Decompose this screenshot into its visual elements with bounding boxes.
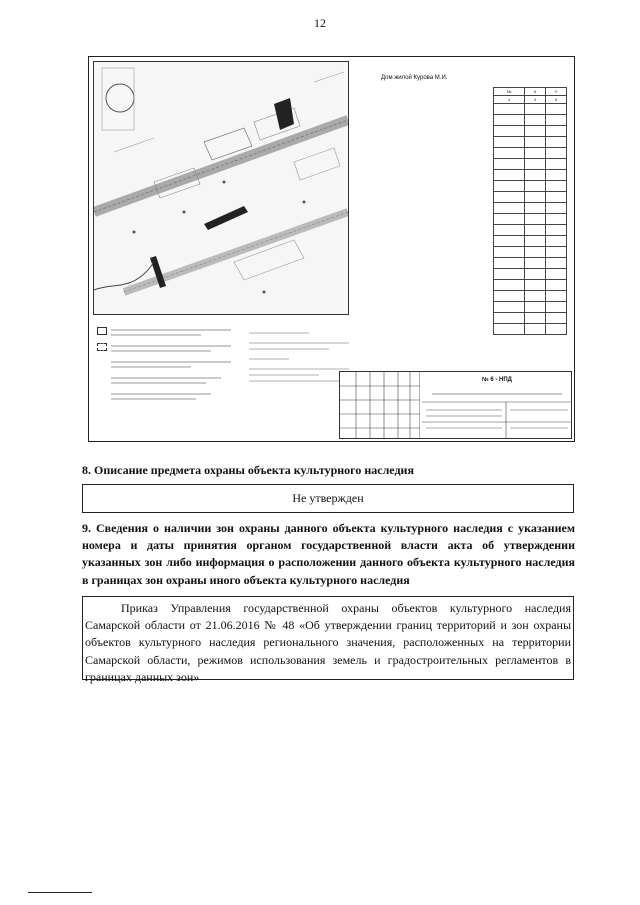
coord-subheader-1: 1: [494, 96, 525, 104]
table-row: [494, 170, 567, 181]
map-legend: [97, 327, 247, 407]
table-row: [494, 192, 567, 203]
legend-text-lines: [111, 327, 241, 339]
legend-text-lines: [111, 375, 241, 387]
table-row: [494, 115, 567, 126]
title-block-grid: [340, 372, 420, 438]
table-row: [494, 137, 567, 148]
section-8-heading: 8. Описание предмета охраны объекта культурного наследия: [82, 463, 414, 477]
table-row: [494, 247, 567, 258]
table-row: [494, 159, 567, 170]
title-block-code: № 6 - НПД: [482, 377, 512, 383]
coordinates-table: [493, 87, 567, 335]
legend-item: [97, 391, 247, 403]
legend-text-lines: [111, 391, 241, 403]
table-row: [494, 269, 567, 280]
legend-swatch: [97, 391, 107, 399]
table-row: [494, 225, 567, 236]
legend-text-lines: [111, 343, 241, 355]
map-object-title: Дом жилой Курова М.И.: [381, 75, 448, 81]
legend-item: [97, 327, 247, 339]
table-row: [494, 181, 567, 192]
legend-swatch: [97, 375, 107, 383]
table-row: [494, 280, 567, 291]
table-row: [494, 258, 567, 269]
coord-subheader-2: 2: [525, 96, 546, 104]
coord-header-y: Y: [546, 88, 567, 96]
table-row: [494, 236, 567, 247]
site-map: [93, 61, 349, 315]
legend-swatch: [97, 343, 107, 351]
table-row: [494, 203, 567, 214]
legend-item: [97, 359, 247, 371]
table-row: [494, 302, 567, 313]
title-block-stamp: [339, 371, 572, 439]
section-8-value: Не утвержден: [292, 491, 364, 505]
legend-item: [97, 343, 247, 355]
table-row: [494, 214, 567, 225]
legend-swatch: [97, 359, 107, 367]
site-plan-drawing: [94, 62, 348, 314]
section-9-heading: 9. Сведения о наличии зон охраны данного объекта культурного наследия с указанием номера и даты принятия органом государственной власти акта об утверждении указанных зон либо информация о расположении данного объекта культурного наследия в границах зон охраны иного объекта культурного наследия: [82, 521, 575, 587]
section-9-value: Приказ Управления государственной охраны объектов культурного наследия Самарской области от 21.06.2016 № 48 «Об утверждении границ территорий и зон охраны объектов культурного наследия регионального значения, расположенных на территории Самарской области, режимов использования земель и градостроительных регламентов в границах данных зон»: [85, 601, 571, 684]
table-row: [494, 104, 567, 115]
table-row: [494, 126, 567, 137]
table-row: [494, 148, 567, 159]
footnote-divider: [28, 892, 92, 893]
coord-subheader-3: 3: [546, 96, 567, 104]
section-8-box: [82, 484, 574, 513]
page-number: 12: [314, 16, 326, 30]
table-row: [494, 324, 567, 335]
section-9-box: [82, 596, 574, 684]
legend-text-lines: [111, 359, 241, 371]
coord-header-x: X: [525, 88, 546, 96]
map-sheet: [88, 56, 575, 442]
legend-item: [97, 375, 247, 387]
title-block-text-lines: [422, 390, 572, 438]
coord-header-number: №: [494, 88, 525, 96]
table-row: [494, 291, 567, 302]
table-row: [494, 313, 567, 324]
legend-swatch: [97, 327, 107, 335]
